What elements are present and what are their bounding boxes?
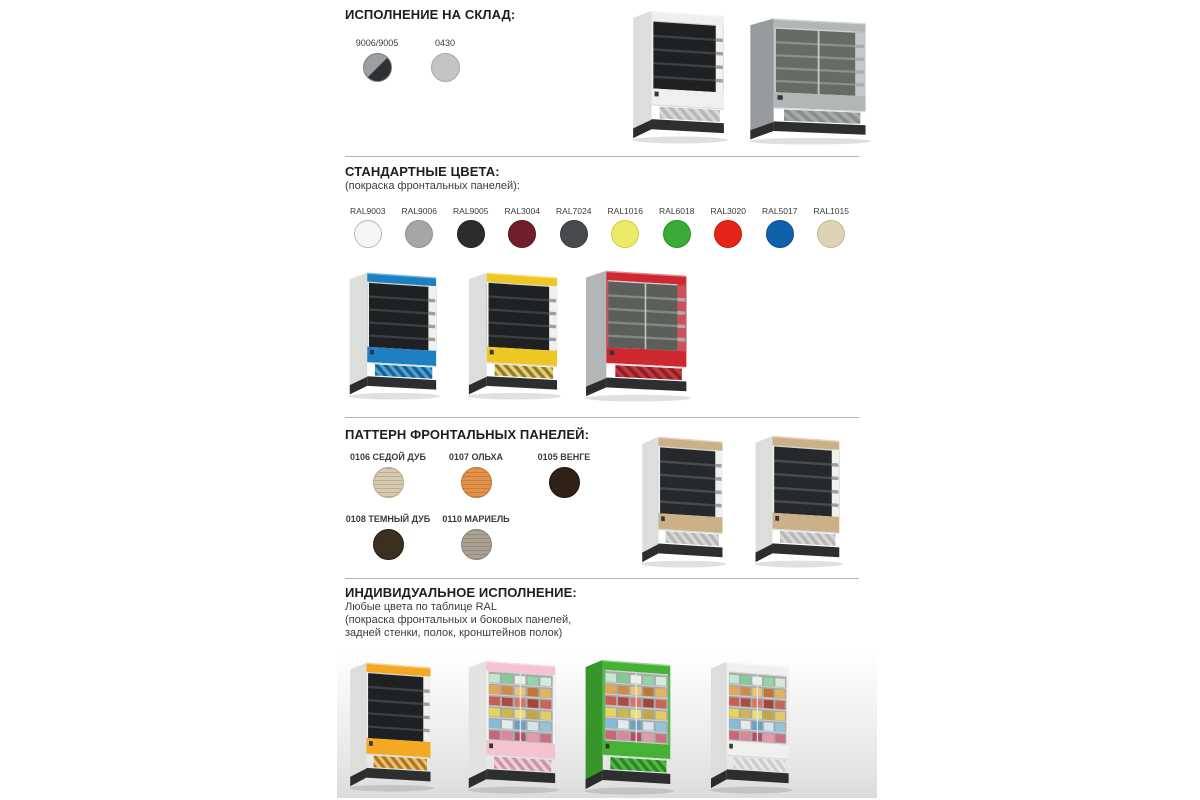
swatch-label: RAL9005 [453, 206, 489, 216]
color-swatch-circle [508, 220, 536, 248]
color-swatch-circle [363, 53, 392, 82]
color-swatch-circle [354, 220, 382, 248]
custom-text-line-3: задней стенки, полок, кронштейнов полок) [345, 627, 563, 639]
fridge-stock-white-photo [625, 4, 729, 144]
swatch-label: RAL5017 [762, 206, 798, 216]
swatch-label: RAL1016 [607, 206, 643, 216]
swatch-ral1015 [806, 206, 858, 248]
color-swatch-circle [405, 220, 433, 248]
swatch-ral1016 [600, 206, 652, 248]
swatch-ral9006 [394, 206, 446, 248]
section-subtitle-standard-colors: (покраска фронтальных панелей): [345, 180, 520, 192]
fridge-white-custom-photo [704, 655, 793, 794]
color-swatch-circle [560, 220, 588, 248]
color-swatch-circle [373, 529, 404, 560]
swatch-ral9003 [342, 206, 394, 248]
swatch-label: 0108 ТЕМНЫЙ ДУБ [345, 514, 431, 524]
swatch-0105-венге [520, 452, 608, 498]
section-divider [345, 417, 859, 418]
swatch-9006-9005 [343, 38, 411, 82]
section-title-standard-colors: СТАНДАРТНЫЕ ЦВЕТА: [345, 164, 500, 179]
section-divider [345, 578, 859, 579]
fridge-blue-ral5017-photo [342, 266, 441, 400]
swatch-ral3020 [703, 206, 755, 248]
fridge-red-ral3020-photo [577, 264, 692, 402]
swatch-label: RAL9003 [350, 206, 386, 216]
swatch-label: 9006/9005 [355, 38, 399, 48]
color-swatch-circle [457, 220, 485, 248]
fridge-green-custom-photo [578, 653, 675, 795]
swatch-label: RAL7024 [556, 206, 592, 216]
fridge-orange-custom-photo [343, 656, 435, 792]
swatch-ral9005 [445, 206, 497, 248]
ral-swatch-row [342, 206, 857, 248]
swatch-label: RAL9006 [401, 206, 437, 216]
swatch-0106-седой-дуб [344, 452, 432, 498]
swatch-ral6018 [651, 206, 703, 248]
swatch-0107-ольха [432, 452, 520, 498]
fridge-pink-custom-photo [461, 654, 560, 794]
stock-swatch-row [343, 38, 479, 82]
color-swatch-circle [663, 220, 691, 248]
fridge-wood-trim-1-photo [635, 430, 727, 568]
swatch-label: RAL6018 [659, 206, 695, 216]
swatch-label: RAL3004 [504, 206, 540, 216]
color-swatch-circle [714, 220, 742, 248]
swatch-label: 0106 СЕДОЙ ДУБ [350, 452, 426, 462]
color-swatch-circle [817, 220, 845, 248]
section-title-pattern: ПАТТЕРН ФРОНТАЛЬНЫХ ПАНЕЛЕЙ: [345, 427, 589, 442]
color-swatch-circle [461, 529, 492, 560]
color-swatch-circle [766, 220, 794, 248]
section-title-stock: ИСПОЛНЕНИЕ НА СКЛАД: [345, 7, 516, 22]
section-divider [345, 156, 859, 157]
wood-swatch-row-2 [344, 514, 520, 560]
swatch-0430 [411, 38, 479, 82]
color-swatch-circle [549, 467, 580, 498]
swatch-label: 0107 ОЛЬХА [448, 452, 504, 462]
swatch-label: RAL1015 [813, 206, 849, 216]
wood-swatch-row-1 [344, 452, 608, 498]
fridge-yellow-ral1016-photo [461, 266, 562, 400]
swatch-0110-мариель [432, 514, 520, 560]
swatch-ral3004 [497, 206, 549, 248]
custom-text-line-1: Любые цвета по таблице RAL [345, 601, 497, 613]
custom-text-line-2: (покраска фронтальных и боковых панелей, [345, 614, 572, 626]
swatch-label: RAL3020 [710, 206, 746, 216]
swatch-label: 0110 МАРИЕЛЬ [442, 514, 510, 524]
fridge-stock-silver-photo [740, 12, 872, 145]
swatch-0108-темный-дуб [344, 514, 432, 560]
color-swatch-circle [461, 467, 492, 498]
color-swatch-circle [431, 53, 460, 82]
swatch-label: 0105 ВЕНГЕ [537, 452, 591, 462]
swatch-ral5017 [754, 206, 806, 248]
swatch-ral7024 [548, 206, 600, 248]
swatch-label: 0430 [434, 38, 456, 48]
fridge-wood-trim-2-photo [748, 429, 844, 568]
color-swatch-circle [373, 467, 404, 498]
section-title-custom: ИНДИВИДУАЛЬНОЕ ИСПОЛНЕНИЕ: [345, 585, 577, 600]
color-swatch-circle [611, 220, 639, 248]
